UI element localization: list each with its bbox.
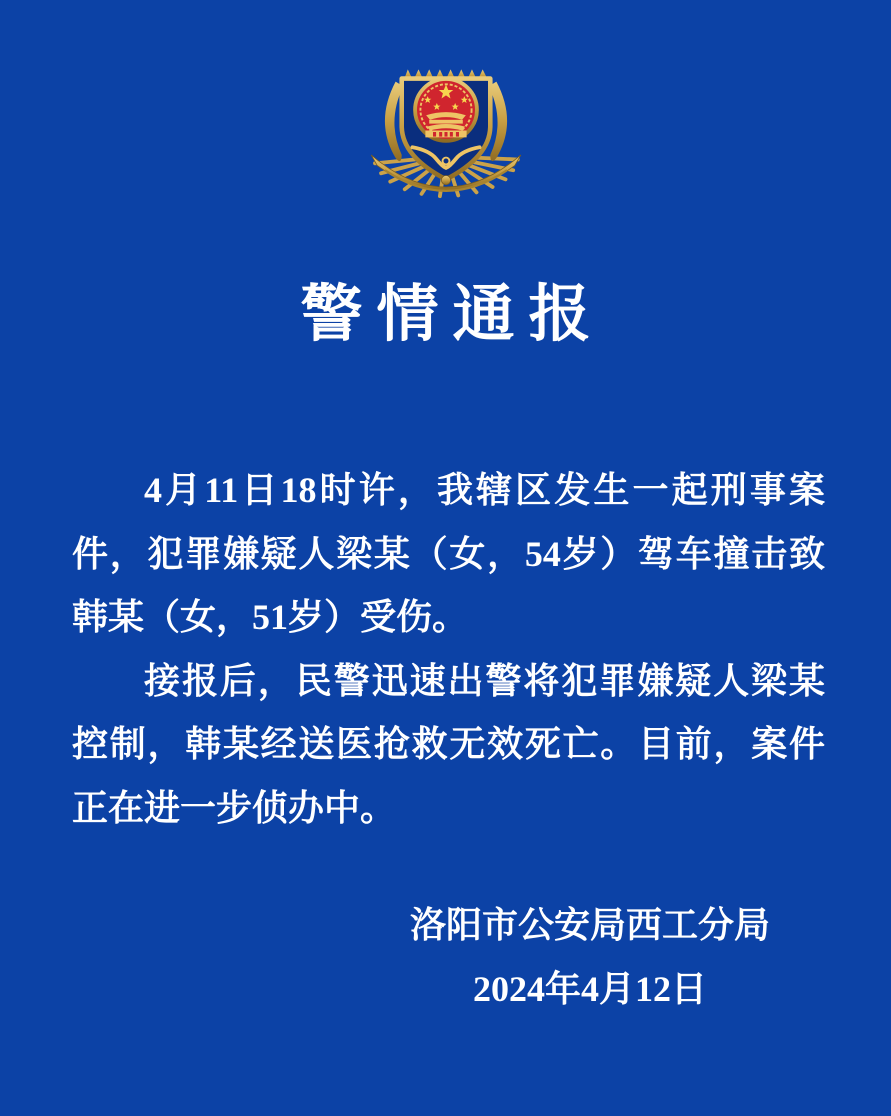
signature-block <box>407 894 773 1020</box>
notice-body <box>72 459 825 840</box>
notice-paragraph-1: 4月11日18时许，我辖区发生一起刑事案件，犯罪嫌疑人梁某（女，54岁）驾车撞击致韩某（女，51岁）受伤。 <box>72 470 825 638</box>
notice-paragraph-2: 接报后，民警迅速出警将犯罪嫌疑人梁某控制，韩某经送医抢救无效死亡。目前，案件正在进一步侦办中。 <box>72 660 825 828</box>
issuing-authority: 洛阳市公安局西工分局 <box>409 905 770 946</box>
notice-title: 警情通报 <box>300 281 605 349</box>
notice-date: 2024年4月12日 <box>472 969 707 1010</box>
china-police-badge-icon <box>0 0 891 219</box>
